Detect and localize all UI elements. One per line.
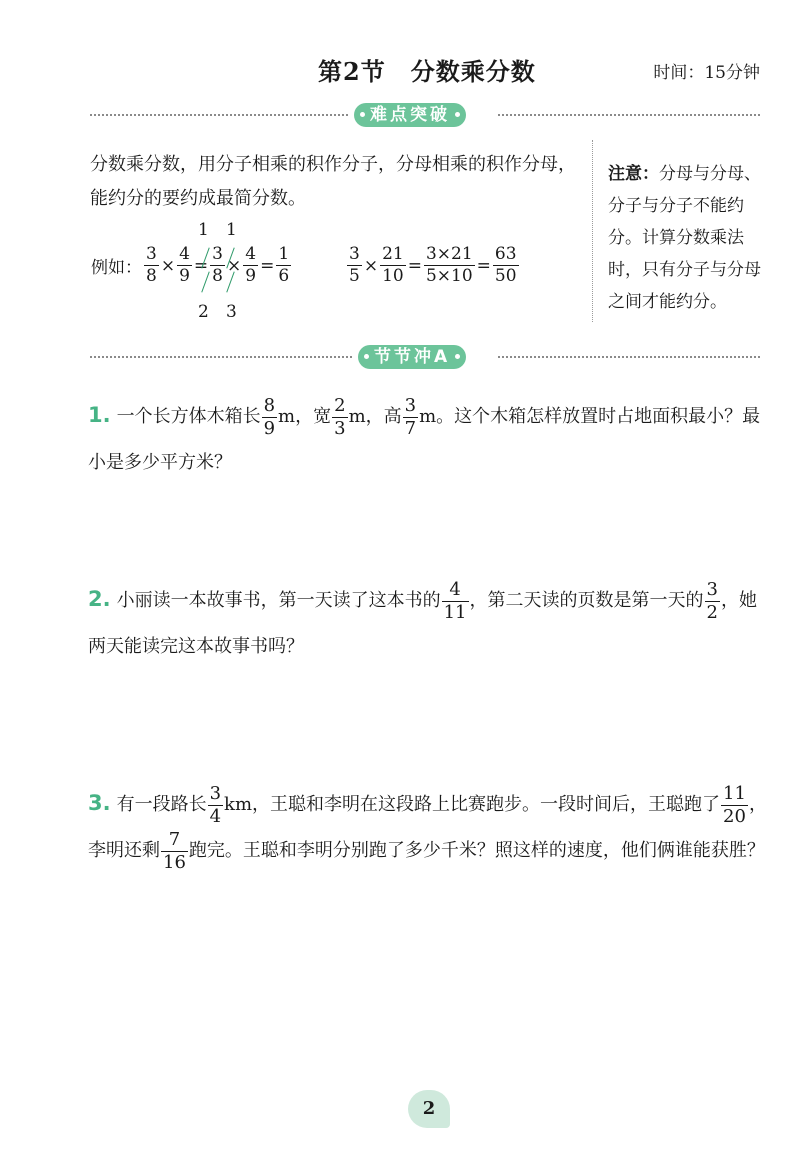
- page-title: 第2节 分数乘分数: [318, 57, 536, 86]
- question-number: 2.: [88, 587, 111, 611]
- rule-text: 分数乘分数，用分子相乘的积作分子，分母相乘的积作分母，能约分的要约成最简分数。: [90, 154, 576, 209]
- example-1: 例如： $\frac{3}{8}$ × $\frac{4}{9}$ = $\frac{3}{8}$ × $\frac{4}{9}$ = $\frac{1}{6}$: [91, 244, 290, 286]
- fraction: $\frac{3\times 21}{5\times 10}$: [425, 244, 473, 286]
- section-label-difficulty: 难点突破: [354, 103, 466, 127]
- question-3: 3. 有一段路长 $\frac{3}{4}$ km，王聪和李明在这段路上比赛跑步。一段时间后，王聪跑了 $\frac{11}{20}$ ，李明还剩 $\frac{7}{16}$ 跑完。王聪和李明分别跑了多少千米？照这样的速度，他们俩谁能获胜？: [88, 780, 768, 874]
- fraction: $\frac{21}{10}$: [382, 244, 404, 286]
- question-2: 2. 小丽读一本故事书，第一天读了这本书的 $\frac{4}{11}$ ，第二天读的页数是第一天的 $\frac{3}{2}$ ，她两天能读完这本故事书吗？: [88, 576, 768, 670]
- section-label-practice: 节节冲A: [358, 345, 466, 369]
- question-number: 1.: [88, 403, 111, 427]
- fraction: $\frac{3}{2}$: [706, 578, 718, 623]
- cancel-result-top: 1: [198, 220, 209, 240]
- note-label: 注意：: [608, 164, 659, 184]
- page-number: 2: [408, 1090, 450, 1128]
- cancel-result-top: 1: [226, 220, 237, 240]
- fraction: $\frac{7}{16}$: [163, 828, 186, 873]
- note-text: 分母与分母、分子与分子不能约分。计算分数乘法时，只有分子与分母之间才能约分。: [608, 164, 761, 312]
- fraction: $\frac{3}{4}$: [209, 782, 222, 827]
- cancel-result-bottom: 2: [198, 302, 209, 322]
- fraction: $\frac{4}{9}$: [179, 244, 190, 286]
- fraction: $\frac{3}{8}$: [146, 244, 157, 286]
- fraction: $\frac{4}{11}$: [443, 578, 467, 623]
- fraction: $\frac{63}{50}$: [494, 244, 517, 286]
- fraction: $\frac{4}{9}$: [245, 244, 257, 286]
- vertical-separator: [592, 140, 593, 322]
- fraction: $\frac{3}{5}$: [349, 244, 360, 286]
- fraction: $\frac{11}{20}$: [723, 782, 746, 827]
- fraction: $\frac{2}{3}$: [334, 394, 346, 439]
- time-limit: 时间：15分钟: [653, 63, 760, 83]
- question-number: 3.: [88, 791, 111, 815]
- note-box: [608, 158, 763, 318]
- fraction: $\frac{1}{6}$: [278, 244, 290, 286]
- section-divider-difficulty: [90, 103, 760, 127]
- fraction: $\frac{3}{8}$: [212, 244, 223, 286]
- fraction: $\frac{8}{9}$: [263, 394, 276, 439]
- section-divider-practice: [90, 345, 760, 369]
- example-label: 例如：: [91, 258, 142, 278]
- cancel-result-bottom: 3: [226, 302, 237, 322]
- question-1: 1. 一个长方体木箱长 $\frac{8}{9}$ m，宽 $\frac{2}{3}$ m，高 $\frac{3}{7}$ m。这个木箱怎样放置时占地面积最小？最小是多少平方米？: [88, 392, 768, 486]
- fraction: $\frac{3}{7}$: [404, 394, 417, 439]
- example-2: $\frac{3}{5}$ × $\frac{21}{10}$ = $\frac{3\times 21}{5\times 10}$ = $\frac{63}{50}$: [349, 244, 517, 286]
